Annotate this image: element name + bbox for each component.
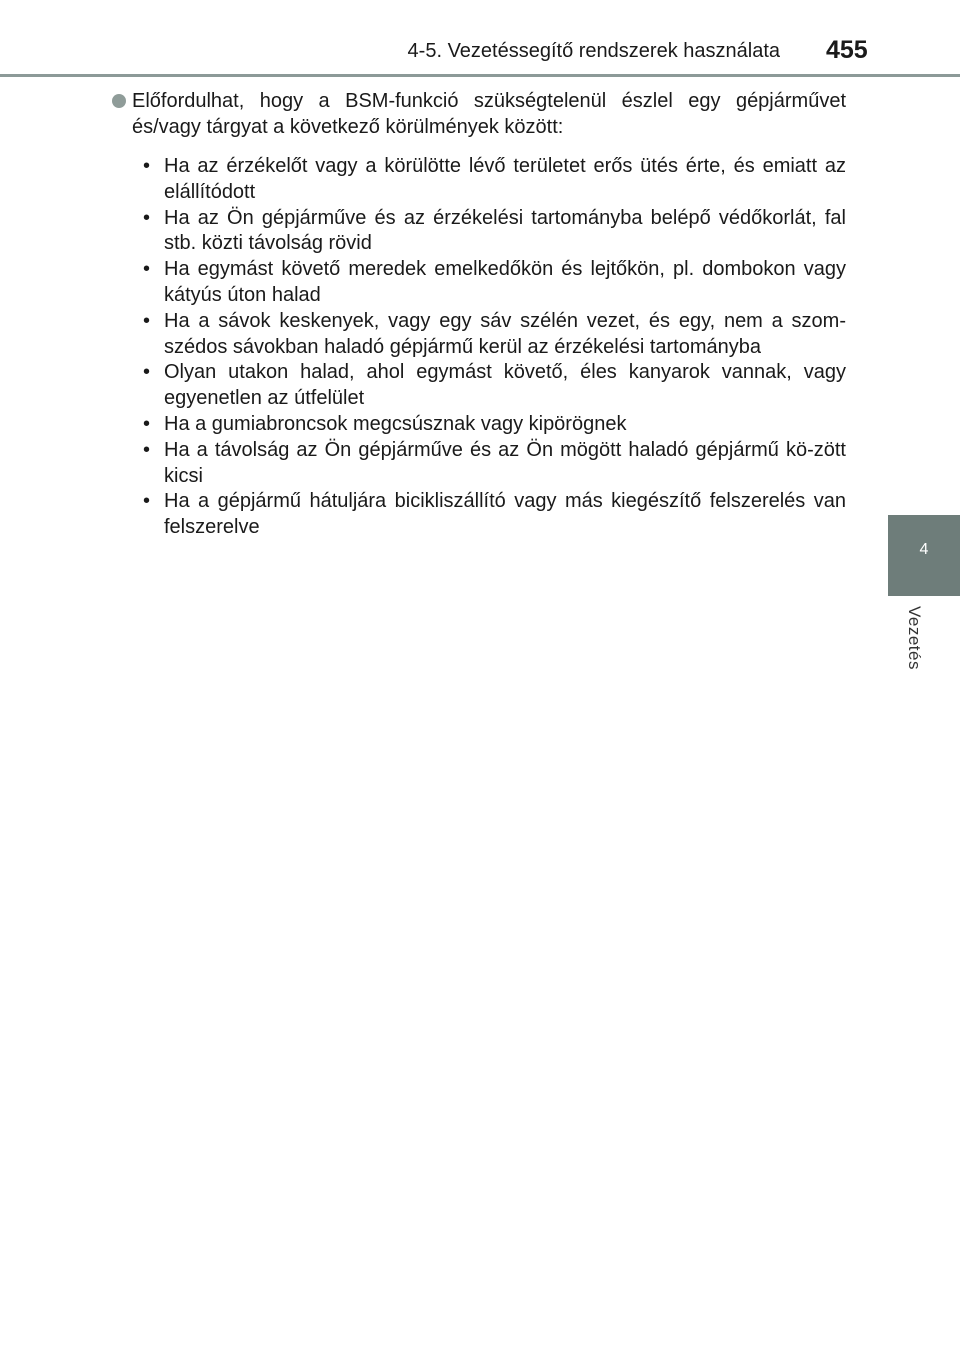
list-item-text: Ha a gumiabroncsok megcsúsznak vagy kipörögnek <box>164 412 627 435</box>
list-item-text: Ha egymást követő meredek emelkedőkön és lejtőkön, pl. dombokon vagy kátyús úton halad <box>164 258 846 306</box>
bullet-icon: • <box>143 206 151 229</box>
list-item <box>110 206 846 258</box>
list-item <box>110 360 846 412</box>
condition-list <box>110 154 846 541</box>
bullet-icon: • <box>143 309 151 332</box>
list-item-text: Ha a gépjármű hátuljára bicikliszállító vagy más kiegészítő felszerelés van felszerelve <box>164 490 846 539</box>
page-header <box>0 0 960 80</box>
bullet-icon: • <box>143 438 151 461</box>
list-item-text: Olyan utakon halad, ahol egymást követő, éles kanyarok vannak, vagy egyenetlen az útfelület <box>164 361 846 410</box>
bullet-icon: • <box>143 155 151 177</box>
bullet-icon: • <box>143 361 151 384</box>
list-item-text: Ha az Ön gépjárműve és az érzékelési tartományba belépő védőkorlát, fal stb. közti távolság rövid <box>164 206 846 255</box>
lead-text: Előfordulhat, hogy a BSM-funkció szükségtelenül észlel egy gépjárművet és/vagy tárgyat a következő körülmények között: <box>132 90 846 138</box>
list-item-text: Ha a távolság az Ön gépjárműve és az Ön mögött haladó gépjármű kö-zött kicsi <box>164 438 846 487</box>
chapter-label: Vezetés <box>905 606 924 670</box>
chapter-tab <box>888 515 960 596</box>
list-item <box>110 309 846 361</box>
list-item <box>110 438 846 490</box>
bullet-icon: • <box>143 258 151 281</box>
list-item-text: Ha a sávok keskenyek, vagy egy sáv szélén vezet, és egy, nem a szom-szédos sávokban haladó gépjármű kerül az érzékelési tartományba <box>164 309 846 358</box>
list-item-text: Ha az érzékelőt vagy a körülötte lévő területet erős ütés érte, és emiatt az elállítódott <box>164 155 846 203</box>
page-content <box>110 88 846 541</box>
section-title: 4-5. Vezetéssegítő rendszerek használata <box>407 40 780 62</box>
list-item <box>110 412 846 438</box>
circle-bullet-icon <box>112 94 126 108</box>
list-item <box>110 489 846 541</box>
chapter-number: 4 <box>919 541 929 558</box>
header-divider <box>0 74 960 77</box>
list-item <box>110 257 846 309</box>
bullet-icon: • <box>143 490 151 513</box>
bullet-icon: • <box>143 412 151 435</box>
lead-paragraph <box>110 88 846 140</box>
list-item <box>110 154 846 206</box>
page-number: 455 <box>826 36 868 64</box>
